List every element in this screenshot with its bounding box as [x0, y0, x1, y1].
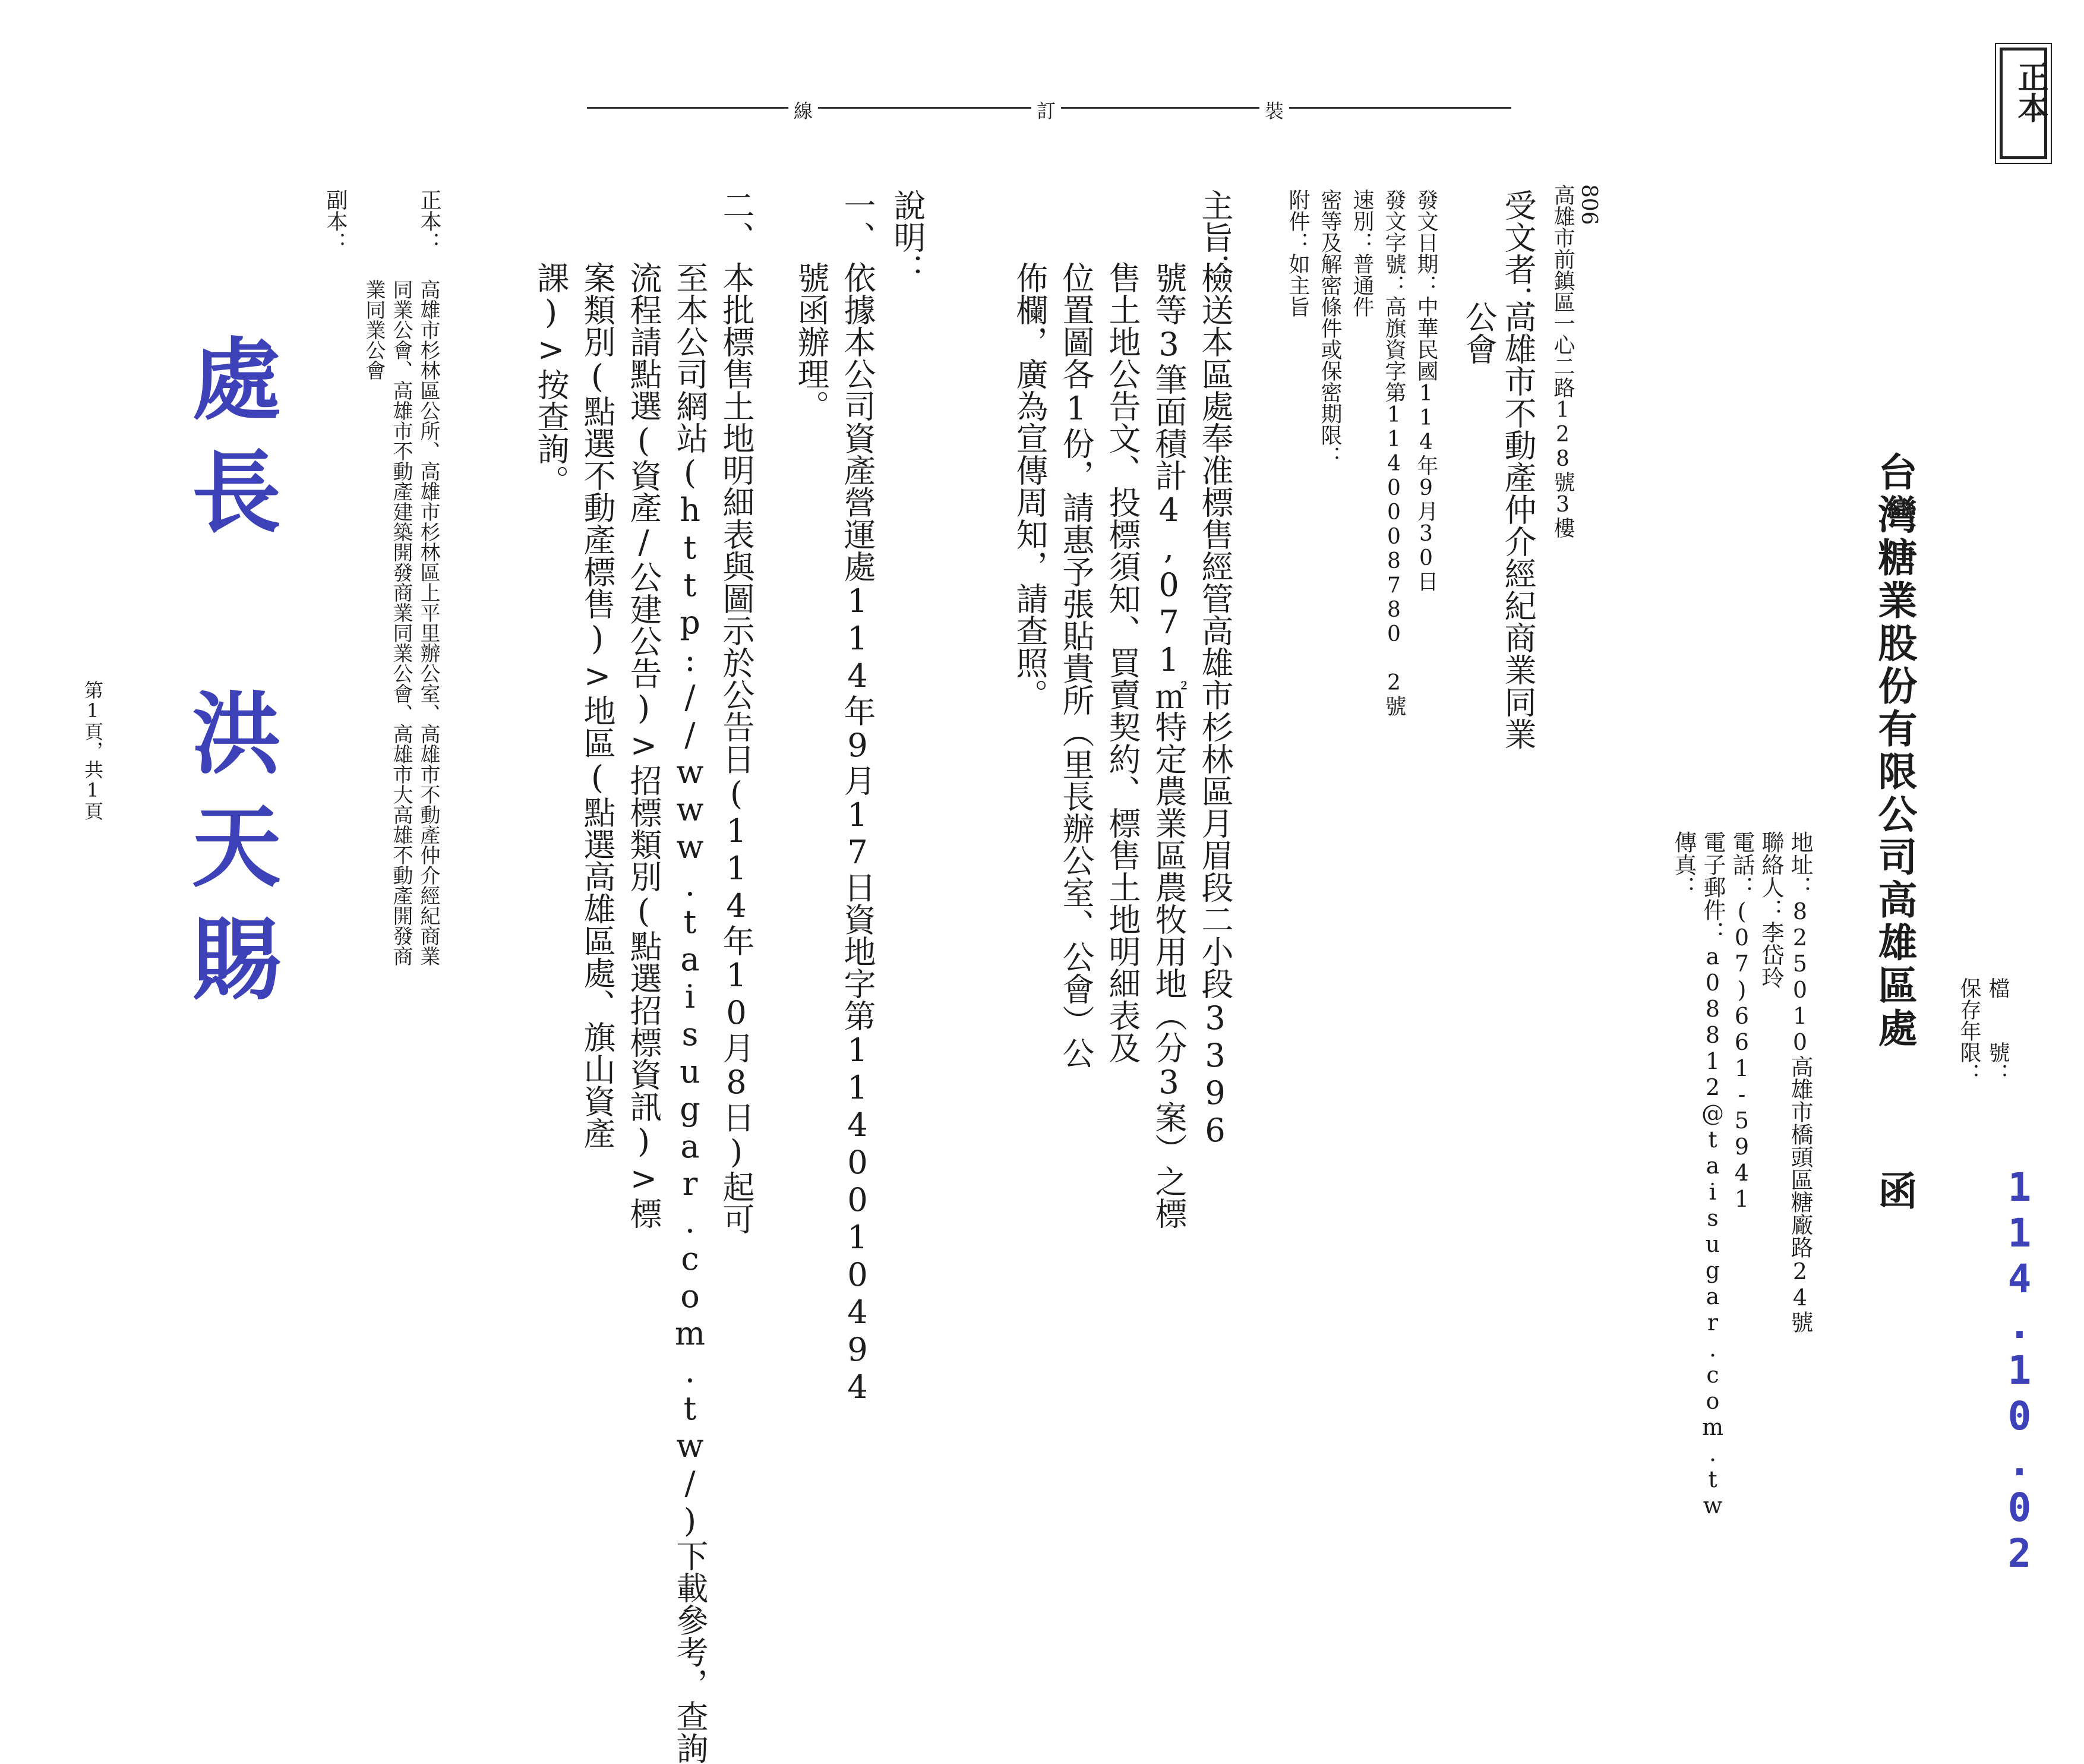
original-copy-stamp [2000, 48, 2047, 159]
explanation-item-number: 一、 [839, 189, 876, 253]
original-recipients-label: 正本： [417, 189, 441, 253]
explanation-line: 依據本公司資產營運處114年9月17日資地字第1140010494 [839, 261, 876, 1406]
subject-line: 位置圖各1份，請惠予張貼貴所（里長辦公室、公會）公 [1057, 261, 1095, 1069]
sender-address: 地址：825010高雄市橋頭區糖廠路24號 [1787, 831, 1813, 1333]
binding-mark-xian: 線 [788, 96, 818, 120]
document-type: 函 [1871, 1170, 1918, 1210]
contact-person: 聯絡人：李岱玲 [1758, 831, 1784, 989]
retention-period-label: 保存年限： [1957, 977, 1981, 1084]
copy-recipients-label: 副本： [323, 189, 348, 253]
received-date-stamp: 114.10.02 [1997, 1165, 2042, 1576]
subject-line: 檢送本區處奉准標售經管高雄市杉林區月眉段二小段3396 [1196, 261, 1234, 1149]
director-signature: 處長 洪天賜 [176, 333, 281, 1025]
delivery-speed: 速別：普通件 [1350, 189, 1374, 317]
original-recipients-line: 業同業公會 [362, 279, 386, 380]
contact-fax: 傳真： [1671, 831, 1697, 898]
explanation-item-number: 二、 [718, 189, 755, 253]
explanation-line: 號函辦理。 [792, 261, 830, 422]
original-copy-label: 正本 [2012, 61, 2048, 123]
explanation-line: 案類別(點選不動產標售)>地區(點選高雄區處、旗山資產 [579, 261, 616, 1149]
explanation-label: 說明： [889, 189, 926, 285]
file-number-label: 檔 號： [1985, 977, 2010, 1084]
contact-phone: 電話：(07)661-5941 [1729, 831, 1755, 1212]
binding-mark-zhuang: 裝 [1259, 96, 1289, 120]
recipient-label: 受文者： [1499, 189, 1537, 317]
subject-line: 售土地公告文、投標須知、買賣契約、標售土地明細表及 [1104, 261, 1141, 1064]
explanation-line: 課)>按查詢。 [532, 261, 570, 497]
letterhead-title: 台灣糖業股份有限公司高雄區處 [1871, 452, 1918, 1050]
page-number: 第1頁，共1頁 [81, 680, 104, 821]
recipient-name-line1: 高雄市不動產仲介經紀商業同業 [1499, 301, 1537, 750]
original-recipients-line: 同業公會、高雄市不動產建築開發商業同業公會、高雄市大高雄不動產開發商 [389, 279, 413, 966]
recipient-name-line2: 公會 [1460, 301, 1498, 365]
subject-line: 號等3筆面積計4,071㎡特定農業區農牧用地（分3案）之標 [1150, 261, 1188, 1229]
explanation-line: 本批標售土地明細表與圖示於公告日(114年10月8日)起可 [718, 261, 755, 1235]
recipient-street-address: 高雄市前鎮區一心二路128號3樓 [1551, 184, 1575, 538]
attachment-note: 附件：如主旨 [1286, 189, 1310, 317]
binding-mark-ding: 訂 [1031, 96, 1061, 120]
subject-line: 佈欄，廣為宣傳周知，請查照。 [1011, 261, 1049, 711]
contact-email: 電子郵件：a08812@taisugar.com.tw [1700, 831, 1726, 1519]
original-recipients-line: 高雄市杉林區公所、高雄市杉林區上平里辦公室、高雄市不動產仲介經紀商業 [416, 279, 440, 966]
document-number: 發文字號：高旗資字第1140008780 2號 [1382, 189, 1406, 717]
secrecy-level: 密等及解密條件或保密期限： [1318, 189, 1342, 467]
explanation-line: 至本公司網站(http://www.taisugar.com.tw/)下載參考，查詢 [671, 261, 709, 1764]
recipient-postal-code: 806 [1577, 184, 1601, 225]
subject-label: 主旨： [1196, 189, 1234, 285]
explanation-line: 流程請點選(資產/公建公告)>招標類別(點選招標資訊)>標 [625, 261, 662, 1229]
issue-date: 發文日期：中華民國114年9月30日 [1414, 189, 1438, 592]
